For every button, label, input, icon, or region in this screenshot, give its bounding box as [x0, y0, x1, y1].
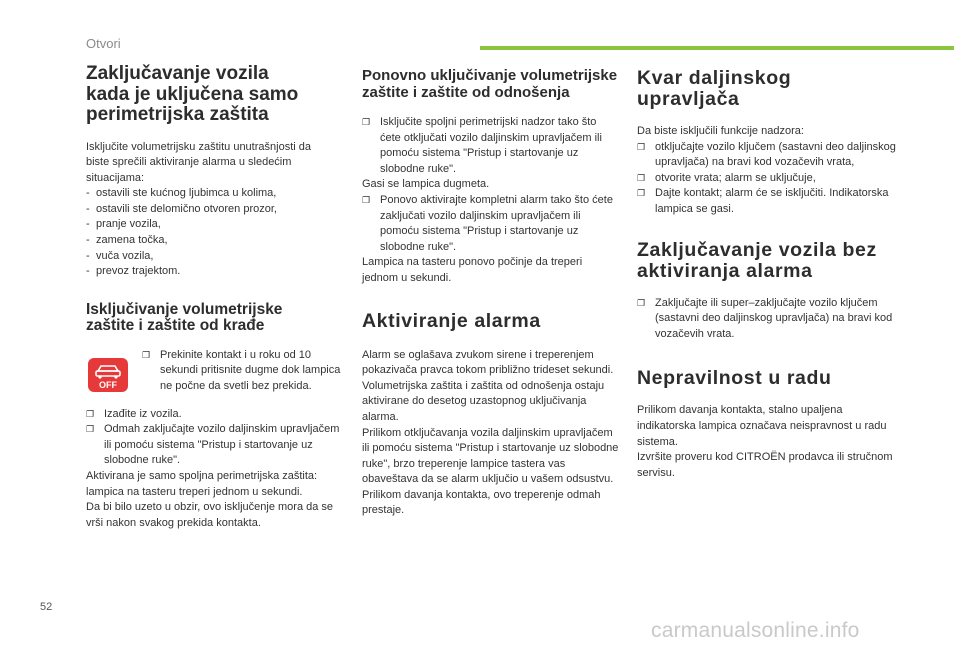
column-1: [86, 64, 344, 531]
situation-list: [86, 186, 344, 280]
checkbox-bullet-icon: ❐: [637, 141, 646, 152]
intro-text: Da biste isključili funkcije nadzora:: [637, 125, 804, 137]
list-item: ❐ Dajte kontakt; alarm će se isključiti. Indikatorska lampica se gasi.: [637, 186, 899, 217]
list-item: ❐ Ponovo aktivirajte kompletni alarm tako što ćete zaključati vozilo daljinskim upravljačem ili pomoću sistema "Pristup i startovanje uz slobodne ruke".: [362, 193, 620, 255]
heading-disable-volumetric: Isključivanje volumetrijske zaštite i zaštite od krađe: [86, 300, 283, 334]
outro-text: Aktivirana je samo spoljna perimetrijska zaštita: lampica na tasteru treperi jednom u sekundi. Da bi bilo uzeto u obzir, ovo isključenje mora da se vrši nakon svakog prekida kontakta.: [86, 470, 334, 529]
heading-lock-no-alarm: Zaključavanje vozila bez aktiviranja alarma: [637, 238, 877, 282]
checkbox-bullet-icon: ❐: [362, 117, 371, 127]
list-item: ❐ Zaključajte ili super–zaključajte vozilo ključem (sastavni deo daljinskog upravljača) na bravi kod vozačevih vrata.: [637, 296, 899, 343]
column-3: [637, 68, 899, 481]
section-accent-bar: [480, 46, 954, 50]
list-item: ❐ Izađite iz vozila.: [86, 407, 344, 423]
checkbox-bullet-icon: ❐: [362, 194, 371, 205]
heading-alarm-trigger: Aktiviranje alarma: [362, 309, 541, 332]
list-item: - zamena točka,: [86, 234, 168, 247]
list-item: - ostavili ste kućnog ljubimca u kolima,: [86, 187, 277, 200]
list-item: ❐ Odmah zaključajte vozilo daljinskim upravljačem ili pomoću sistema "Pristup i startovanje uz slobodne ruke".: [86, 422, 344, 469]
checkbox-bullet-icon: ❐: [86, 424, 95, 435]
checkbox-bullet-icon: ❐: [637, 297, 646, 308]
step-list: [86, 407, 344, 469]
heading-reenable-volumetric: Ponovno uključivanje volumetrijske zaštite i zaštite od odnošenja: [362, 67, 618, 101]
heading-remote-failure: Kvar daljinskog upravljača: [637, 67, 792, 110]
checkbox-bullet-icon: ❐: [637, 172, 646, 183]
body-text: Gasi se lampica dugmeta.: [362, 178, 490, 191]
list-item: - pranje vozila,: [86, 218, 161, 231]
body-text: Lampica na tasteru ponovo počinje da treperi jednom u sekundi.: [362, 256, 583, 284]
checkbox-bullet-icon: ❐: [86, 408, 95, 419]
list-item: - prevoz trajektom.: [86, 265, 181, 278]
alarm-off-icon: [88, 358, 128, 392]
list-item: - ostavili ste delomično otvoren prozor,: [86, 202, 277, 215]
page-number: 52: [40, 601, 53, 613]
body-text: Prilikom davanja kontakta, stalno upaljena indikatorska lampica označava neispravnost u radu sistema. Izvršite proveru kod CITROËN prodavca ili stručnom servisu.: [637, 404, 893, 479]
list-item: - vuča vozila,: [86, 249, 154, 262]
body-text: Alarm se oglašava zvukom sirene i treperenjem pokazivača pravca tokom približno trideset sekundi. Volumetrijska zaštita i zaštita od odnošenja ostaju aktivirane do desetog uzastopnog uključivanja alarma. Prilikom otključavanja vozila daljinskim upravljačem ili pomoću sistema "Pristup i startovanje uz slobodne ruke", brzo treperenje lampice tastera vas obaveštava da se alarm uključio u vašem odsustvu. Prilikom davanja kontakta, ovo treperenje odmah prestaje.: [362, 348, 619, 517]
heading-malfunction: Nepravilnost u radu: [637, 367, 832, 390]
step-list: [637, 140, 899, 218]
list-item: ❐ Isključite spoljni perimetrijski nadzor tako što ćete otključati vozilo daljinskim upravljačem ili pomoću sistema "Pristup i startovanje uz slobodne ruke".: [362, 115, 620, 177]
checkbox-bullet-icon: ❐: [142, 349, 151, 360]
list-item: ❐ Prekinite kontakt i u roku od 10 sekundi pritisnite dugme dok lampica ne počne da svetli bez prekida.: [142, 348, 344, 395]
column-2: [362, 68, 620, 519]
heading-lock-perimeter-only: Zaključavanje vozila kada je uključena samo perimetrijska zaštita: [86, 63, 299, 125]
alarm-off-label: OFF: [99, 379, 117, 390]
list-item: ❐ otključajte vozilo ključem (sastavni deo daljinskog upravljača) na bravi kod vozačevih vrata,: [637, 140, 899, 171]
intro-text: Isključite volumetrijsku zaštitu unutrašnjosti da biste sprečili aktiviranje alarma u sledećim situacijama:: [86, 140, 311, 184]
icon-instruction: [86, 348, 344, 395]
section-title: Otvori: [86, 36, 121, 51]
list-item: ❐ otvorite vrata; alarm se uključuje,: [637, 171, 899, 187]
checkbox-bullet-icon: ❐: [637, 188, 646, 199]
watermark: carmanualsonline.info: [651, 619, 860, 642]
